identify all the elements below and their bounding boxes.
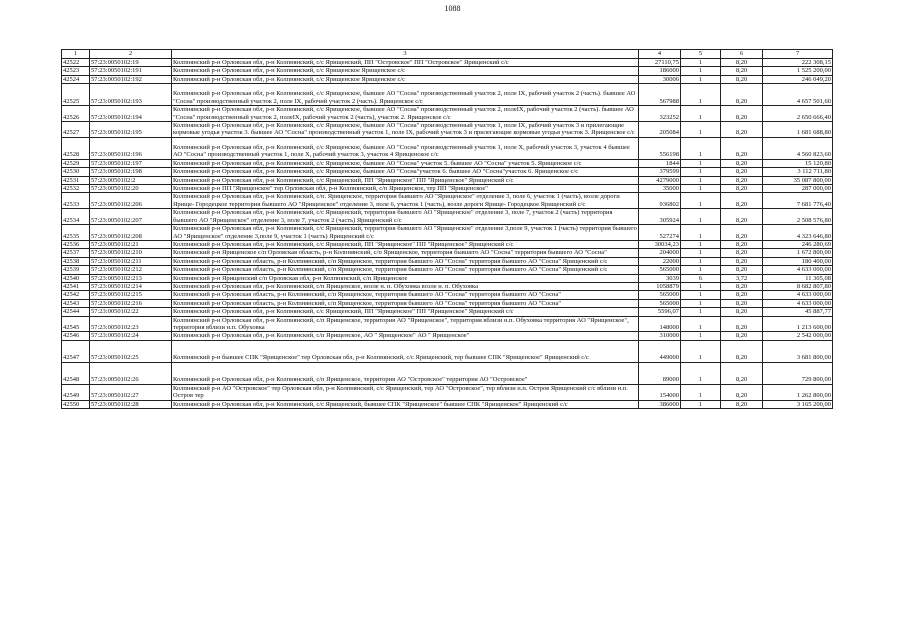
table-row <box>62 240 833 248</box>
rate-cell: 8,20 <box>721 340 763 362</box>
cadastral-code-cell: 57:23:0050102:26 <box>90 362 172 384</box>
sum-cell: 3 112 711,80 <box>763 168 833 176</box>
cadastral-code-cell: 57:23:0050102:216 <box>90 299 172 307</box>
rate-cell: 8,20 <box>721 225 763 241</box>
table-row <box>62 282 833 290</box>
description-cell: Колпнянский р-н ПП "Ярищенское" тер Орловская обл, р-н Колпнянский, с/п Ярищенское, тер ПП "Ярищенское" <box>172 185 639 193</box>
row-number-cell: 42527 <box>62 122 90 138</box>
sum-cell: 15 120,80 <box>763 159 833 167</box>
table-body <box>62 59 833 409</box>
table-row <box>62 122 833 138</box>
row-number-cell: 42545 <box>62 316 90 332</box>
table-row <box>62 362 833 384</box>
row-number-cell: 42538 <box>62 257 90 265</box>
table-row <box>62 225 833 241</box>
count-cell: 1 <box>681 209 721 225</box>
cadastral-code-cell: 57:23:0050102:21 <box>90 240 172 248</box>
area-cell: 154000 <box>639 384 681 400</box>
area-cell: 27110,75 <box>639 59 681 67</box>
description-cell: Колпнянский р-н Орловская обл, р-н Колпнянский, с/п Ярищенское, территория АО "Ярищенское", территория вблизи н.п. Обуховка территория АО "Ярищенское", территория вблизи н.п. Обуховка <box>172 316 639 332</box>
description-cell: Колпнянский р-н Орловская обл, р-н Колпнянский, с/с Ярищенское, бывшее АО "Сосна" участок 5. бывшее АО "Сосна" участок 5. Ярищенское с/с <box>172 159 639 167</box>
count-cell: 1 <box>681 308 721 316</box>
cadastral-code-cell: 57:23:0050102:211 <box>90 257 172 265</box>
table-row <box>62 400 833 408</box>
area-cell: 204000 <box>639 249 681 257</box>
row-number-cell: 42544 <box>62 308 90 316</box>
sum-cell: 11 305,08 <box>763 274 833 282</box>
description-cell: Колпнянский р-н Орловская обл, р-н Колпнянский, с/с Ярищенское, бывшее АО "Сосна" производственный участок 1, поле X, рабочий участок 3, участок 4 бывшее АО "Сосна" производственный участок 1, поле X, рабочий участок 3, участок 4 Ярищенское с/с <box>172 137 639 159</box>
description-cell: Колпнянский р-н Орловская обл, р-н Колпнянский, с/с Ярищенское, бывшее АО "Сосна" производственный участок 2, полеIX, рабочий участок 2 (часть). бывшее АО "Сосна" производственный участок 2, полеIX, рабочий участок 2 (часть), участок 2. Ярищенское с/с <box>172 106 639 122</box>
count-cell: 1 <box>681 362 721 384</box>
cadastral-code-cell: 57:23:0050102:191 <box>90 67 172 75</box>
row-number-cell: 42543 <box>62 299 90 307</box>
description-cell: Колпнянский р-н Орловская обл, р-н Колпнянский, с/с Ярищенский, территория бывшего АО "Ярищенское" отделение 3,поле 9, участок 1 (часть) территория бывшего АО "Ярищенское" отделение 3,поле 9, участок 1 (часть) Ярищенский с/с <box>173 225 637 240</box>
sum-cell: 246 049,20 <box>763 75 833 83</box>
table-row <box>62 316 833 332</box>
area-cell: 386000 <box>639 400 681 408</box>
table-row <box>62 84 833 106</box>
rate-cell: 8,20 <box>721 159 763 167</box>
rate-cell: 8,20 <box>721 282 763 290</box>
count-cell: 1 <box>681 332 721 340</box>
sum-cell: 180 400,00 <box>763 257 833 265</box>
header-row <box>62 50 833 59</box>
sum-cell: 4 657 501,60 <box>763 84 833 106</box>
cadastral-code-cell: 57:23:0050102:206 <box>90 193 172 209</box>
sum-cell: 246 280,69 <box>763 240 833 248</box>
cadastral-code-cell: 57:23:0050102:20 <box>90 185 172 193</box>
row-number-cell: 42522 <box>62 59 90 67</box>
row-number-cell: 42536 <box>62 240 90 248</box>
area-cell: 565000 <box>639 299 681 307</box>
col-header-rate: 6 <box>721 50 763 59</box>
col-header-sum: 7 <box>763 50 833 59</box>
rate-cell: 8,20 <box>721 266 763 274</box>
sum-cell: 1 525 200,00 <box>763 67 833 75</box>
area-cell: 310000 <box>639 332 681 340</box>
page-number: 1088 <box>444 4 461 13</box>
row-number-cell: 42531 <box>62 176 90 184</box>
description-cell: Колпнянский р-н Ярищенский с/п Орловская обл, р-н Колпнянский, с/п Ярищенское <box>172 274 639 282</box>
description-cell: Колпнянский р-н бывшее СПК "Ярищенское" тер Орловская обл, р-н Колпнянский, с/с Ярищенский, тер бывшее СПК "Ярищенское" Ярищенский с/с <box>172 340 639 362</box>
sum-cell: 3 681 800,00 <box>763 340 833 362</box>
count-cell: 1 <box>681 67 721 75</box>
rate-cell: 8,20 <box>721 176 763 184</box>
table-row <box>62 193 833 209</box>
rate-cell: 8,20 <box>721 249 763 257</box>
count-cell: 1 <box>681 225 721 241</box>
area-cell: 565000 <box>639 291 681 299</box>
row-number-cell: 42533 <box>62 193 90 209</box>
count-cell: 1 <box>681 384 721 400</box>
sum-cell: 4 633 000,00 <box>763 291 833 299</box>
row-number-cell: 42528 <box>62 137 90 159</box>
area-cell: 30034,23 <box>639 240 681 248</box>
area-cell: 527274 <box>639 225 681 241</box>
rate-cell: 8,20 <box>721 84 763 106</box>
table-row <box>62 185 833 193</box>
rate-cell: 8,20 <box>721 209 763 225</box>
sum-cell: 2 508 576,80 <box>763 209 833 225</box>
area-cell: 323252 <box>639 106 681 122</box>
rate-cell: 8,20 <box>721 193 763 209</box>
rate-cell: 8,20 <box>721 400 763 408</box>
cadastral-code-cell: 57:23:0050102:28 <box>90 400 172 408</box>
table-row <box>62 299 833 307</box>
area-cell: 565000 <box>639 266 681 274</box>
description-cell: Колпнянский р-н АО "Островское" тер Орловская обл, р-н Колпнянский, с/с Ярищенский, тер АО "Островское", тер вблизи н.п. Остров Ярищенский с/с вблизи н.п. Остров тер <box>172 384 639 400</box>
cadastral-code-cell: 57:23:0050102:210 <box>90 249 172 257</box>
rate-cell: 8,20 <box>721 185 763 193</box>
count-cell: 1 <box>681 168 721 176</box>
rate-cell: 8,20 <box>721 332 763 340</box>
row-number-cell: 42532 <box>62 185 90 193</box>
count-cell: 1 <box>681 266 721 274</box>
row-number-cell: 42534 <box>62 209 90 225</box>
description-cell: Колпнянский р-н Орловская обл, р-н Колпнянский, с/с Ярищенское, бывшее АО "Сосна" производственный участок 2, поле IX, рабочий участок 2 (часть). бывшее АО "Сосна" производственный участок 2, поле IX, рабочий участок 2 (часть). Ярищенское с/с <box>172 84 639 106</box>
cadastral-code-cell: 57:23:0050102:212 <box>90 266 172 274</box>
row-number-cell: 42547 <box>62 340 90 362</box>
col-header-area: 4 <box>639 50 681 59</box>
count-cell: 1 <box>681 299 721 307</box>
table-row <box>62 168 833 176</box>
description-cell: Колпнянский р-н Орловская обл, р-н Колпнянский, с/с Ярищенский, ПП "Ярищенское" ПП "Ярищенское" Ярищенский с/с <box>172 308 639 316</box>
row-number-cell: 42530 <box>62 168 90 176</box>
description-cell: Колпнянский р-н Орловская обл, р-н Колпнянский, с/с Ярищенский, ПП "Ярищенское" ПП "Ярищенское" Ярищенский с/с <box>172 240 639 248</box>
area-cell: 1844 <box>639 159 681 167</box>
cadastral-code-cell: 57:23:0050102:198 <box>90 168 172 176</box>
row-number-cell: 42523 <box>62 67 90 75</box>
description-cell: Колпнянский р-н Орловская обл, р-н Колпнянский, с/п Ярищенское, возле н. п. Обуховка возле н. п. Обуховка <box>172 282 639 290</box>
rate-cell: 8,20 <box>721 308 763 316</box>
row-number-cell: 42542 <box>62 291 90 299</box>
count-cell: 1 <box>681 257 721 265</box>
table-row <box>62 384 833 400</box>
cadastral-code-cell: 57:23:0050102:25 <box>90 340 172 362</box>
rate-cell: 8,20 <box>721 75 763 83</box>
sum-cell: 2 542 000,00 <box>763 332 833 340</box>
table-row <box>62 274 833 282</box>
description-cell: Колпнянский р-н Орловская обл, р-н Колпнянский, с/с Ярищенское, бывшее АО "Сосна"участок 6. бывшее АО "Сосна"участок 6. Ярищенское с/с <box>172 168 639 176</box>
description-cell: Колпнянский р-н Орловская область, р-н Колпнянский, с/п Ярищенское, территория бывшего АО "Сосна" территория бывшего АО "Сосна" <box>172 299 639 307</box>
row-number-cell: 42546 <box>62 332 90 340</box>
cadastral-code-cell: 57:23:0050102:215 <box>90 291 172 299</box>
cadastral-code-cell: 57:23:0050102:208 <box>90 225 172 241</box>
row-number-cell: 42550 <box>62 400 90 408</box>
area-cell: 30006 <box>639 75 681 83</box>
description-cell: Колпнянский р-н Орловская область, р-н Колпнянский, с/п Ярищенское, территория бывшего АО "Сосна" территория бывшего АО "Сосна" <box>172 291 639 299</box>
sum-cell: 35 087 800,00 <box>763 176 833 184</box>
sum-cell: 1 672 800,00 <box>763 249 833 257</box>
area-cell: 35000 <box>639 185 681 193</box>
area-cell: 3039 <box>639 274 681 282</box>
rate-cell: 8,20 <box>721 291 763 299</box>
row-number-cell: 42524 <box>62 75 90 83</box>
table-row <box>62 266 833 274</box>
table-row <box>62 291 833 299</box>
sum-cell: 287 000,00 <box>763 185 833 193</box>
count-cell: 1 <box>681 240 721 248</box>
rate-cell: 8,20 <box>721 106 763 122</box>
table-row <box>62 249 833 257</box>
table-row <box>62 257 833 265</box>
row-number-cell: 42548 <box>62 362 90 384</box>
description-cell: Колпнянский р-н Орловская обл, р-н Колпнянский, с/п. Ярищенское, территория бывшего АО "Ярищенское" отделение 3, поле 6, участок 1 (часть), возле дороги Ярище- Городецкое территория бывшего АО "Ярищенское" отделение 3, поле 6, участок 1 (часть), возле дороги Ярище- Городецкое Ярищенский с/с <box>172 193 639 209</box>
count-cell: 1 <box>681 84 721 106</box>
row-number-cell: 42537 <box>62 249 90 257</box>
description-cell: Колпнянский р-н Орловская обл, р-н Колпнянский, с/с Ярищенский, ПП "Островское" ПП "Островское" Ярищенский с/с <box>172 59 639 67</box>
area-cell: 186000 <box>639 67 681 75</box>
table-row <box>62 176 833 184</box>
cadastral-code-cell: 57:23:0050102:197 <box>90 159 172 167</box>
count-cell: 1 <box>681 316 721 332</box>
cadastral-code-cell: 57:23:0050102:194 <box>90 106 172 122</box>
rate-cell: 8,20 <box>721 59 763 67</box>
count-cell: 1 <box>681 340 721 362</box>
count-cell: 1 <box>681 122 721 138</box>
table-row <box>62 340 833 362</box>
sum-cell: 4 633 000,00 <box>763 299 833 307</box>
area-cell: 556198 <box>639 137 681 159</box>
rate-cell: 8,20 <box>721 67 763 75</box>
cadastral-code-cell: 57:23:0050102:27 <box>90 384 172 400</box>
count-cell: 1 <box>681 249 721 257</box>
sum-cell: 7 681 776,40 <box>763 193 833 209</box>
sum-cell: 1 213 600,00 <box>763 316 833 332</box>
description-cell: Колпнянский р-н Орловская обл, р-н Колпнянский, с/с Ярищенское Ярищенское с/с <box>172 75 639 83</box>
area-cell: 305924 <box>639 209 681 225</box>
area-cell: 89000 <box>639 362 681 384</box>
table-row <box>62 308 833 316</box>
table-row <box>62 106 833 122</box>
cadastral-code-cell: 57:23:0050102:195 <box>90 122 172 138</box>
sum-cell: 4 633 000,00 <box>763 266 833 274</box>
count-cell: 1 <box>681 159 721 167</box>
table-row <box>62 59 833 67</box>
description-cell: Колпнянский р-н Орловская обл, р-н Колпнянский, с/с Ярищенский, ПП "Ярищенское" ПП "Ярищенское" Ярищенский с/с <box>172 176 639 184</box>
sum-cell: 2 650 666,40 <box>763 106 833 122</box>
table-row <box>62 209 833 225</box>
cadastral-registry-table <box>61 49 833 409</box>
table-row <box>62 159 833 167</box>
cadastral-code-cell: 57:23:0050102:207 <box>90 209 172 225</box>
rate-cell: 8,20 <box>721 299 763 307</box>
description-cell: Колпнянский р-н Орловская обл, р-н Колпнянский, с/с Ярищенский, территория бывшего АО "Ярищенское" отделение 3, поле 7, участок 2 (часть) территория бывшего АО "Ярищенское" отделение 3, поле 7, участок 2 (часть) Ярищенский с/с <box>172 209 639 225</box>
count-cell: 1 <box>681 291 721 299</box>
table-row <box>62 332 833 340</box>
area-cell: 567988 <box>639 84 681 106</box>
area-cell: 4279000 <box>639 176 681 184</box>
sum-cell: 1 262 800,00 <box>763 384 833 400</box>
row-number-cell: 42529 <box>62 159 90 167</box>
row-number-cell: 42549 <box>62 384 90 400</box>
rate-cell: 8,20 <box>721 240 763 248</box>
count-cell: 1 <box>681 185 721 193</box>
cadastral-code-cell: 57:23:0050102:24 <box>90 332 172 340</box>
description-cell: Колпнянский р-н Орловская обл, р-н Колпнянский, с/с Ярищенское Ярищенское с/с <box>172 67 639 75</box>
rate-cell: 8,20 <box>721 362 763 384</box>
area-cell: 1058879 <box>639 282 681 290</box>
sum-cell: 1 681 688,80 <box>763 122 833 138</box>
description-cell: Колпнянский р-н Орловская область, р-н Колпнянский, с/п Ярищенское, территория бывшего АО "Сосна" территория бывшего АО "Сосна" Ярищенский с/с <box>172 266 639 274</box>
description-cell: Колпнянский р-н Орловская обл, р-н Колпнянский, с/с Ярищенский, бывшее СПК "Ярищенское" бывшее СПК "Ярищенское" Ярищенский с/с <box>172 400 639 408</box>
row-number-cell: 42540 <box>62 274 90 282</box>
row-number-cell: 42526 <box>62 106 90 122</box>
area-cell: 379599 <box>639 168 681 176</box>
count-cell: 1 <box>681 59 721 67</box>
description-cell: Колпнянский р-н Ярищенское с/п Орловская область, р-н Колпнянский, с/п Ярищенское, территория бывшего АО "Сосна" территория бывшего АО "Сосна" <box>172 249 639 257</box>
area-cell: 5596,07 <box>639 308 681 316</box>
area-cell: 148000 <box>639 316 681 332</box>
cadastral-code-cell: 57:23:0050102:2 <box>90 176 172 184</box>
sum-cell: 3 165 200,00 <box>763 400 833 408</box>
cadastral-code-cell: 57:23:0050102:196 <box>90 137 172 159</box>
sum-cell: 222 308,15 <box>763 59 833 67</box>
cadastral-code-cell: 57:23:0050102:23 <box>90 316 172 332</box>
count-cell: 1 <box>681 400 721 408</box>
area-cell: 936802 <box>639 193 681 209</box>
col-header-number: 1 <box>62 50 90 59</box>
cadastral-code-cell: 57:23:0050102:22 <box>90 308 172 316</box>
cadastral-code-cell: 57:23:0050102:19 <box>90 59 172 67</box>
sum-cell: 4 560 823,60 <box>763 137 833 159</box>
rate-cell: 8,20 <box>721 137 763 159</box>
row-number-cell: 42525 <box>62 84 90 106</box>
count-cell: 1 <box>681 282 721 290</box>
cadastral-code-cell: 57:23:0050102:214 <box>90 282 172 290</box>
col-header-count: 5 <box>681 50 721 59</box>
cadastral-code-cell: 57:23:0050102:193 <box>90 84 172 106</box>
row-number-cell: 42541 <box>62 282 90 290</box>
row-number-cell: 42539 <box>62 266 90 274</box>
sum-cell: 45 887,77 <box>763 308 833 316</box>
cadastral-code-cell: 57:23:0050102:213 <box>90 274 172 282</box>
rate-cell: 8,20 <box>721 384 763 400</box>
count-cell: 1 <box>681 137 721 159</box>
description-cell: Колпнянский р-н Орловская обл, р-н Колпнянский, с/с Ярищенское, бывшее АО "Сосна" производственный участок 1, поле IX, рабочий участок 3 и прилегающие кормовые угодья участок 3. бывшее АО "Сосна" производственный участок 1, поле IX, рабочий участок 3 и прилегающие кормовые угодья участок 3. Ярищенское с/с <box>172 122 639 138</box>
count-cell: 1 <box>681 106 721 122</box>
cadastral-code-cell: 57:23:0050102:192 <box>90 75 172 83</box>
area-cell: 22000 <box>639 257 681 265</box>
count-cell: 1 <box>681 75 721 83</box>
count-cell: 1 <box>681 193 721 209</box>
area-cell: 449000 <box>639 340 681 362</box>
col-header-description: 3 <box>172 50 639 59</box>
sum-cell: 8 682 807,80 <box>763 282 833 290</box>
rate-cell: 3,72 <box>721 274 763 282</box>
col-header-cadastral-code: 2 <box>90 50 172 59</box>
table-row <box>62 67 833 75</box>
count-cell: 1 <box>681 176 721 184</box>
rate-cell: 8,20 <box>721 168 763 176</box>
table-row <box>62 137 833 159</box>
area-cell: 205084 <box>639 122 681 138</box>
table-row <box>62 75 833 83</box>
rate-cell: 8,20 <box>721 257 763 265</box>
description-cell: Колпнянский р-н Орловская обл, р-н Колпнянский, с/п Ярищенское, АО " Ярищенское" АО " Ярищенское" <box>172 332 639 340</box>
description-cell: Колпнянский р-н Орловская область, р-н Колпнянский, с/п Ярищенское, территория бывшего АО "Сосна" территория бывшего АО "Сосна" Ярищенский с/с <box>172 257 639 265</box>
rate-cell: 8,20 <box>721 316 763 332</box>
count-cell: 6 <box>681 274 721 282</box>
sum-cell: 4 323 646,80 <box>763 225 833 241</box>
description-cell: Колпнянский р-н Орловская обл, р-н Колпнянский, с/п Ярищенское, территория АО "Островское" территория АО "Островское" <box>172 362 639 384</box>
row-number-cell: 42535 <box>62 225 90 241</box>
sum-cell: 729 800,00 <box>763 362 833 384</box>
rate-cell: 8,20 <box>721 122 763 138</box>
